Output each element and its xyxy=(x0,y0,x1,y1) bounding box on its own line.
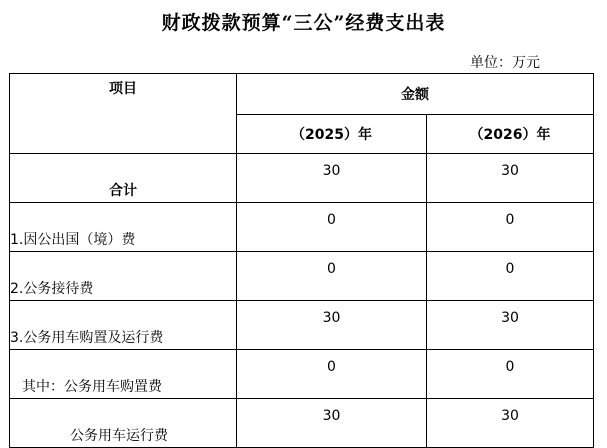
row-value-2026: 30 xyxy=(427,399,594,448)
row-label: 1.因公出国（境）费 xyxy=(10,203,237,252)
row-label: 公务用车运行费 xyxy=(10,399,237,448)
budget-table xyxy=(9,73,594,448)
row-value-2026: 0 xyxy=(427,252,594,301)
unit-label: 单位：万元 xyxy=(470,55,540,71)
row-value-2025: 0 xyxy=(237,350,427,399)
row-value-2025: 0 xyxy=(237,203,427,252)
row-value-2025: 30 xyxy=(237,154,427,203)
row-value-2025: 0 xyxy=(237,252,427,301)
row-label: 2.公务接待费 xyxy=(10,252,237,301)
header-year-2025: （2025）年 xyxy=(237,115,427,154)
table-row xyxy=(10,252,594,301)
row-value-2026: 30 xyxy=(427,301,594,350)
row-value-2025: 30 xyxy=(237,301,427,350)
table-row xyxy=(10,301,594,350)
table-row xyxy=(10,350,594,399)
header-year-2026: （2026）年 xyxy=(427,115,594,154)
row-value-2026: 0 xyxy=(427,350,594,399)
row-label: 其中：公务用车购置费 xyxy=(10,350,237,399)
row-label: 合计 xyxy=(10,154,237,203)
row-value-2026: 0 xyxy=(427,203,594,252)
header-amount: 金额 xyxy=(237,74,594,115)
page-title: 财政拨款预算“三公”经费支出表 xyxy=(161,12,446,34)
row-value-2026: 30 xyxy=(427,154,594,203)
table-row xyxy=(10,154,594,203)
table-row xyxy=(10,203,594,252)
row-value-2025: 30 xyxy=(237,399,427,448)
row-label: 3.公务用车购置及运行费 xyxy=(10,301,237,350)
header-item: 项目 xyxy=(10,74,237,154)
table-row xyxy=(10,399,594,448)
